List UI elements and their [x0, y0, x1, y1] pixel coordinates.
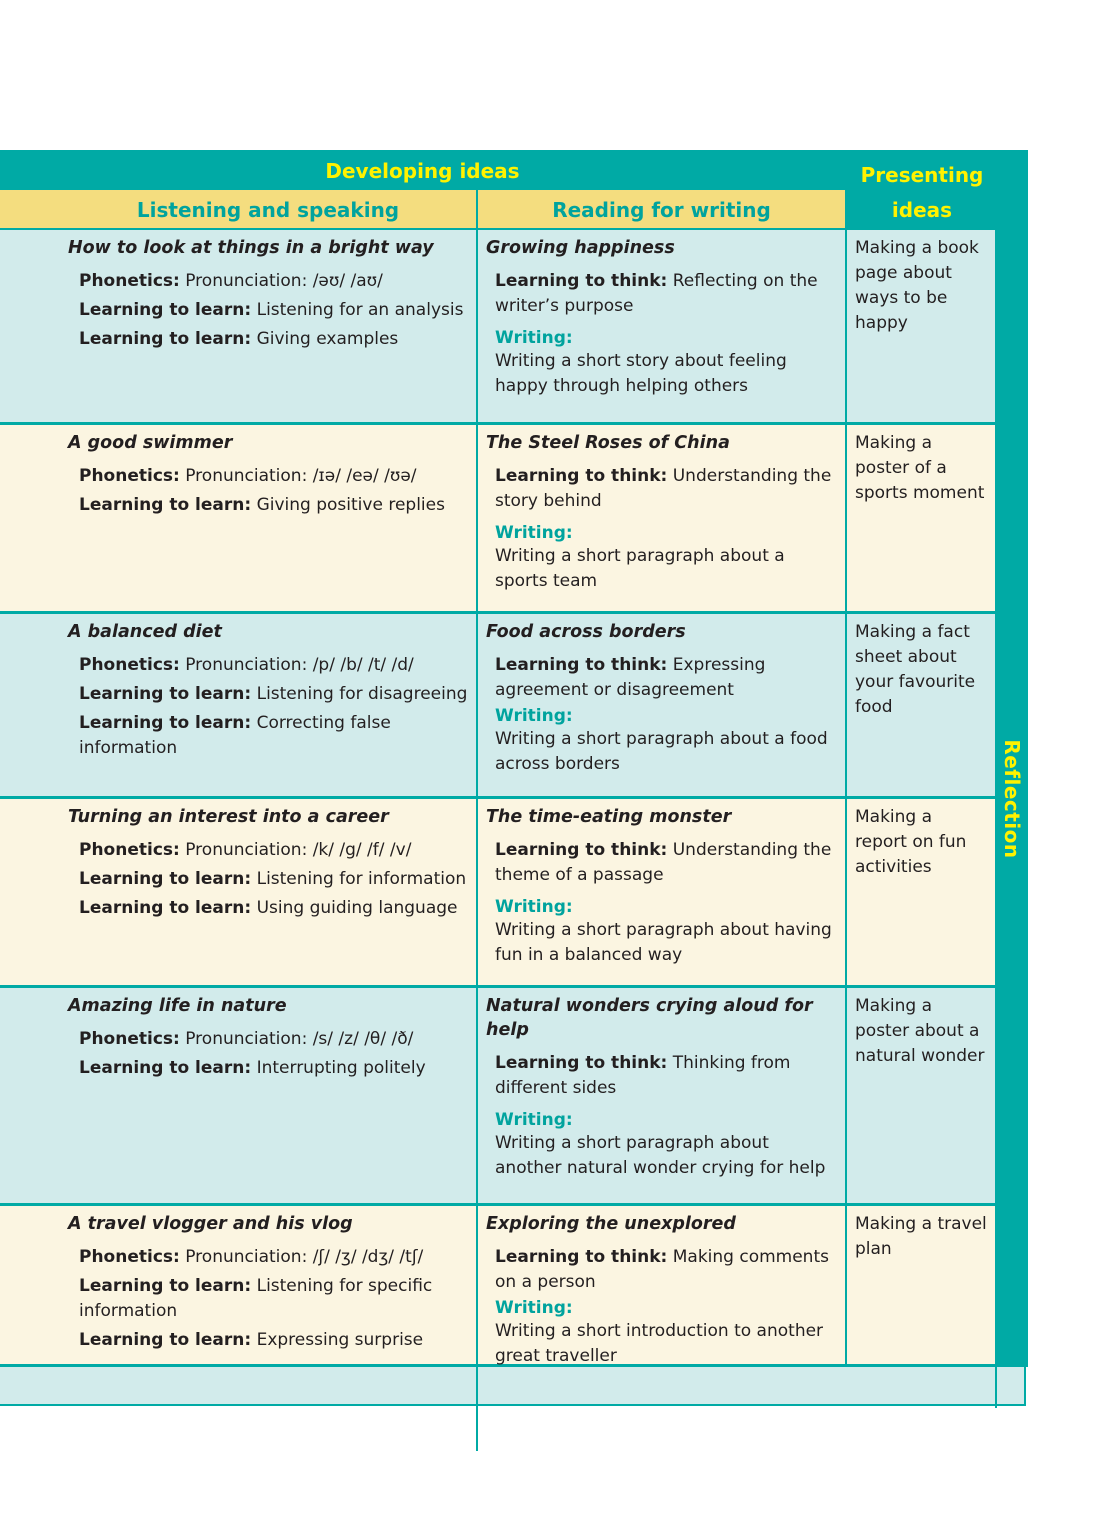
- lesson-title: A travel vlogger and his vlog: [68, 1214, 353, 1234]
- presenting-cell: Making a fact sheet about your favourite food: [855, 622, 976, 717]
- skill-line: Phonetics: Pronunciation: /p/ /b/ /t/ /d/: [79, 655, 414, 675]
- header-developing-ideas: Developing ideas: [325, 159, 520, 183]
- think-line: Learning to think: Understanding the theme of a passage: [495, 840, 832, 885]
- skill-line: Learning to learn: Correcting false information: [79, 713, 391, 758]
- reading-title: Growing happiness: [486, 238, 675, 258]
- think-line: Learning to think: Thinking from different sides: [495, 1053, 791, 1098]
- column-divider: [476, 1367, 478, 1408]
- lesson-title: Turning an interest into a career: [68, 807, 389, 827]
- think-line: Learning to think: Reflecting on the writer’s purpose: [495, 271, 818, 316]
- reading-cell: [478, 1206, 845, 1364]
- listening-cell: [0, 425, 476, 611]
- writing-text: Writing a short story about feeling happy through helping others: [495, 351, 787, 396]
- skill-line: Learning to learn: Using guiding language: [79, 898, 458, 918]
- think-line: Learning to think: Expressing agreement or disagreement: [495, 655, 766, 700]
- writing-label: Writing:: [495, 897, 573, 917]
- listening-cell: [0, 1206, 476, 1364]
- presenting-cell: Making a poster of a sports moment: [855, 433, 985, 503]
- presenting-cell: Making a travel plan: [855, 1214, 987, 1259]
- bottom-row: [0, 1367, 1026, 1406]
- header-presenting-ideas: Presenting ideas: [860, 163, 984, 222]
- presenting-cell: Making a report on fun activities: [855, 807, 967, 877]
- reading-title: The time-eating monster: [486, 807, 732, 827]
- reading-title: Exploring the unexplored: [486, 1214, 736, 1234]
- skill-line: Phonetics: Pronunciation: /əʊ/ /aʊ/: [79, 271, 383, 291]
- skill-line: Learning to learn: Listening for specific information: [79, 1276, 433, 1321]
- reading-title: The Steel Roses of China: [486, 433, 730, 453]
- skill-line: Learning to learn: Interrupting politely: [79, 1058, 426, 1078]
- skill-line: Phonetics: Pronunciation: /ɪə/ /eə/ /ʊə/: [79, 466, 417, 486]
- reading-cell: [478, 988, 845, 1203]
- listening-cell: [0, 230, 476, 422]
- reading-title: Food across borders: [486, 622, 686, 642]
- lesson-title: How to look at things in a bright way: [68, 238, 434, 258]
- reading-cell: [478, 614, 845, 796]
- skill-line: Learning to learn: Listening for information: [79, 869, 467, 889]
- writing-text: Writing a short introduction to another great traveller: [495, 1321, 824, 1366]
- reflection-label: Reflection: [999, 738, 1024, 859]
- lesson-title: A balanced diet: [68, 622, 222, 642]
- skill-line: Learning to learn: Expressing surprise: [79, 1330, 424, 1350]
- lesson-title: A good swimmer: [68, 433, 233, 453]
- skill-line: Phonetics: Pronunciation: /s/ /z/ /θ/ /ð/: [79, 1029, 414, 1049]
- column-divider: [995, 1367, 997, 1408]
- reading-cell: [478, 799, 845, 985]
- skill-line: Phonetics: Pronunciation: /ʃ/ /ʒ/ /dʒ/ /tʃ/: [79, 1247, 424, 1267]
- think-line: Learning to think: Understanding the story behind: [495, 466, 832, 511]
- skill-line: Learning to learn: Listening for an analysis: [79, 300, 464, 320]
- writing-text: Writing a short paragraph about another natural wonder crying for help: [495, 1133, 826, 1178]
- syllabus-table: [0, 150, 1028, 1366]
- writing-label: Writing:: [495, 1298, 573, 1318]
- presenting-cell: Making a poster about a natural wonder: [855, 996, 985, 1066]
- writing-text: Writing a short paragraph about a sports team: [495, 546, 785, 591]
- lesson-title: Amazing life in nature: [68, 996, 287, 1016]
- reading-cell: [478, 230, 845, 422]
- skill-line: Learning to learn: Giving positive replies: [79, 495, 445, 515]
- listening-cell: [0, 614, 476, 796]
- presenting-cell: Making a book page about ways to be happy: [855, 238, 979, 333]
- header-listening-speaking: Listening and speaking: [0, 190, 476, 228]
- skill-line: Learning to learn: Listening for disagreeing: [79, 684, 468, 704]
- skill-line: Phonetics: Pronunciation: /k/ /g/ /f/ /v/: [79, 840, 412, 860]
- reflection-column: [995, 230, 1028, 1367]
- listening-cell: [0, 988, 476, 1203]
- header-reading-for-writing: Reading for writing: [478, 190, 845, 228]
- writing-text: Writing a short paragraph about a food across borders: [495, 729, 828, 774]
- writing-label: Writing:: [495, 1110, 573, 1130]
- writing-label: Writing:: [495, 706, 573, 726]
- reading-title: Natural wonders crying aloud for help: [486, 996, 813, 1040]
- writing-label: Writing:: [495, 523, 573, 543]
- writing-label: Writing:: [495, 328, 573, 348]
- skill-line: Learning to learn: Giving examples: [79, 329, 399, 349]
- writing-text: Writing a short paragraph about having fun in a balanced way: [495, 920, 832, 965]
- think-line: Learning to think: Making comments on a person: [495, 1247, 829, 1292]
- listening-cell: [0, 799, 476, 985]
- reading-cell: [478, 425, 845, 611]
